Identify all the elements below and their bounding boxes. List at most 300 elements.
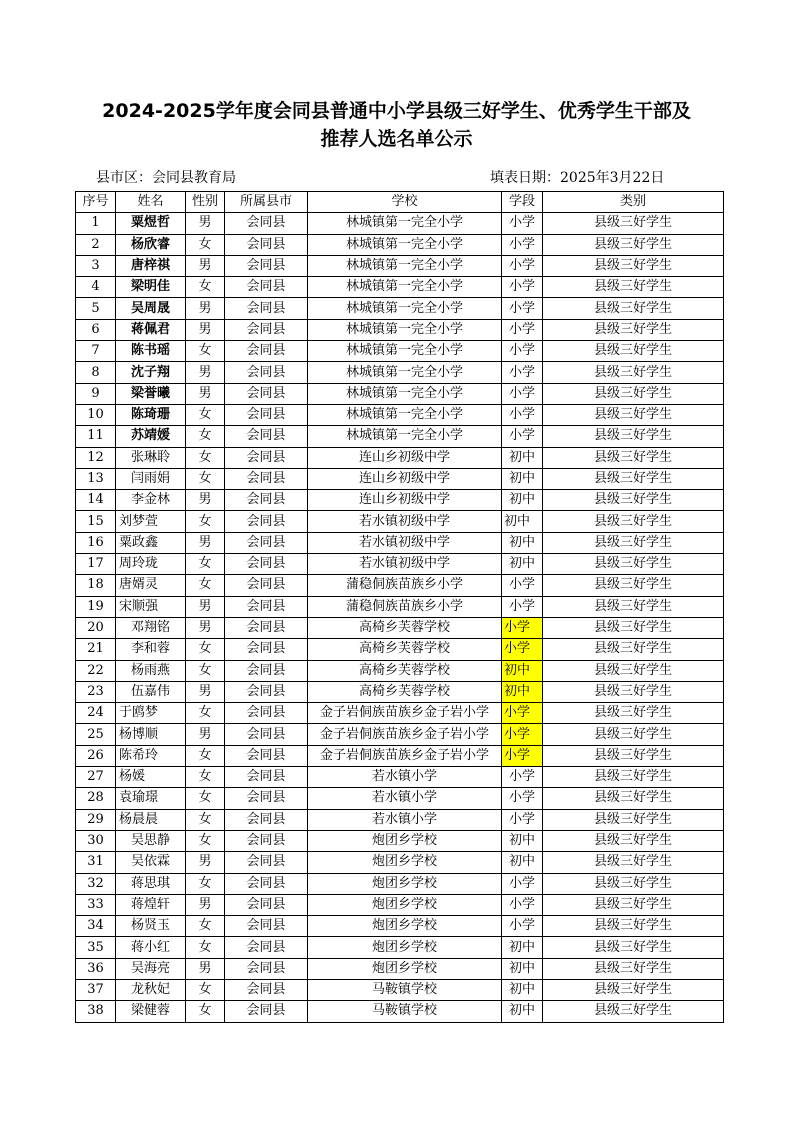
cell-school: 高椅乡芙蓉学校 [308,660,502,681]
cell-name: 杨博顺 [116,724,186,745]
cell-category: 县级三好学生 [543,873,724,894]
cell-name: 袁瑜璟 [116,788,186,809]
cell-sex: 女 [186,830,225,851]
cell-sex: 女 [186,447,225,468]
cell-county: 会同县 [225,404,308,425]
cell-number: 24 [76,703,116,724]
table-row [76,490,724,511]
cell-name: 梁明佳 [116,277,186,298]
cell-category: 县级三好学生 [543,298,724,319]
cell-name: 杨雨燕 [116,660,186,681]
table-row [76,852,724,873]
cell-school: 若水镇初级中学 [308,554,502,575]
cell-sex: 男 [186,617,225,638]
cell-category: 县级三好学生 [543,852,724,873]
cell-number: 21 [76,639,116,660]
table-row [76,554,724,575]
table-row [76,404,724,425]
cell-sex: 男 [186,894,225,915]
cell-category: 县级三好学生 [543,937,724,958]
cell-number: 20 [76,617,116,638]
table-row [76,894,724,915]
cell-sex: 女 [186,1001,225,1022]
cell-number: 11 [76,426,116,447]
cell-stage: 小学 [502,745,543,766]
header-number: 序号 [76,192,116,213]
cell-stage: 初中 [502,1001,543,1022]
cell-school: 炮团乡学校 [308,894,502,915]
cell-category: 县级三好学生 [543,916,724,937]
table-row [76,255,724,276]
table-row [76,958,724,979]
cell-category: 县级三好学生 [543,213,724,234]
cell-sex: 女 [186,788,225,809]
cell-name: 蒋小红 [116,937,186,958]
cell-school: 林城镇第一完全小学 [308,426,502,447]
cell-stage: 小学 [502,724,543,745]
table-row [76,830,724,851]
cell-name: 蒋思琪 [116,873,186,894]
cell-number: 9 [76,383,116,404]
cell-county: 会同县 [225,830,308,851]
table-row [76,596,724,617]
cell-school: 蒲稳侗族苗族乡小学 [308,596,502,617]
student-table [75,191,724,1023]
fill-date-label: 填表日期：2025年3月22日 [490,170,665,186]
cell-school: 马鞍镇学校 [308,979,502,1000]
cell-number: 5 [76,298,116,319]
cell-category: 县级三好学生 [543,745,724,766]
cell-name: 李和蓉 [116,639,186,660]
cell-name: 陈希玲 [116,745,186,766]
title-line-1: 2024-2025学年度会同县普通中小学县级三好学生、优秀学生干部及 [102,100,691,122]
cell-number: 12 [76,447,116,468]
page-title [0,97,793,153]
cell-school: 若水镇初级中学 [308,511,502,532]
cell-name: 吴依霖 [116,852,186,873]
cell-number: 29 [76,809,116,830]
cell-name: 蒋佩君 [116,319,186,340]
cell-stage: 小学 [502,894,543,915]
cell-number: 15 [76,511,116,532]
cell-number: 8 [76,362,116,383]
cell-name: 杨媛 [116,767,186,788]
table-row [76,873,724,894]
cell-school: 炮团乡学校 [308,958,502,979]
cell-stage: 小学 [502,298,543,319]
cell-sex: 女 [186,937,225,958]
cell-school: 金子岩侗族苗族乡金子岩小学 [308,745,502,766]
cell-category: 县级三好学生 [543,681,724,702]
table-row [76,383,724,404]
cell-stage: 初中 [502,490,543,511]
cell-number: 28 [76,788,116,809]
cell-stage: 小学 [502,575,543,596]
cell-sex: 女 [186,277,225,298]
table-row [76,660,724,681]
cell-county: 会同县 [225,575,308,596]
cell-school: 林城镇第一完全小学 [308,341,502,362]
cell-county: 会同县 [225,341,308,362]
cell-school: 林城镇第一完全小学 [308,234,502,255]
cell-sex: 男 [186,383,225,404]
cell-number: 30 [76,830,116,851]
table-row [76,575,724,596]
cell-sex: 女 [186,234,225,255]
cell-name: 陈书瑶 [116,341,186,362]
cell-stage: 小学 [502,383,543,404]
cell-county: 会同县 [225,255,308,276]
cell-county: 会同县 [225,745,308,766]
cell-sex: 女 [186,703,225,724]
cell-stage: 小学 [502,362,543,383]
cell-name: 龙秋妃 [116,979,186,1000]
table-row [76,788,724,809]
cell-sex: 女 [186,916,225,937]
cell-name: 唐婿灵 [116,575,186,596]
cell-category: 县级三好学生 [543,383,724,404]
cell-category: 县级三好学生 [543,1001,724,1022]
cell-stage: 小学 [502,234,543,255]
cell-number: 18 [76,575,116,596]
cell-category: 县级三好学生 [543,979,724,1000]
table-row [76,298,724,319]
cell-school: 林城镇第一完全小学 [308,277,502,298]
cell-name: 粟煜哲 [116,213,186,234]
cell-name: 刘梦萱 [116,511,186,532]
cell-sex: 男 [186,724,225,745]
cell-stage: 小学 [502,617,543,638]
cell-sex: 男 [186,490,225,511]
cell-name: 吴思静 [116,830,186,851]
cell-county: 会同县 [225,681,308,702]
cell-category: 县级三好学生 [543,596,724,617]
cell-county: 会同县 [225,724,308,745]
cell-sex: 女 [186,639,225,660]
header-name: 姓名 [116,192,186,213]
cell-county: 会同县 [225,319,308,340]
cell-number: 16 [76,532,116,553]
cell-name: 蒋煌轩 [116,894,186,915]
cell-stage: 小学 [502,767,543,788]
cell-sex: 男 [186,362,225,383]
cell-stage: 初中 [502,830,543,851]
cell-stage: 小学 [502,916,543,937]
cell-number: 2 [76,234,116,255]
cell-county: 会同县 [225,447,308,468]
table-row [76,511,724,532]
cell-stage: 初中 [502,447,543,468]
table-row [76,447,724,468]
cell-category: 县级三好学生 [543,234,724,255]
cell-county: 会同县 [225,937,308,958]
cell-county: 会同县 [225,532,308,553]
cell-county: 会同县 [225,468,308,489]
cell-sex: 女 [186,426,225,447]
cell-county: 会同县 [225,277,308,298]
table-row [76,809,724,830]
cell-school: 林城镇第一完全小学 [308,362,502,383]
cell-number: 13 [76,468,116,489]
cell-category: 县级三好学生 [543,767,724,788]
table-row [76,617,724,638]
cell-name: 邓翔铭 [116,617,186,638]
cell-name: 伍嘉伟 [116,681,186,702]
cell-school: 若水镇初级中学 [308,532,502,553]
cell-number: 32 [76,873,116,894]
table-row [76,745,724,766]
table-row [76,979,724,1000]
cell-sex: 女 [186,660,225,681]
cell-sex: 男 [186,532,225,553]
cell-name: 杨欣睿 [116,234,186,255]
cell-number: 34 [76,916,116,937]
cell-county: 会同县 [225,894,308,915]
cell-school: 炮团乡学校 [308,830,502,851]
cell-category: 县级三好学生 [543,894,724,915]
cell-county: 会同县 [225,703,308,724]
cell-county: 会同县 [225,298,308,319]
cell-sex: 男 [186,319,225,340]
cell-category: 县级三好学生 [543,830,724,851]
table-row [76,703,724,724]
cell-stage: 小学 [502,426,543,447]
cell-school: 高椅乡芙蓉学校 [308,639,502,660]
cell-category: 县级三好学生 [543,319,724,340]
table-row [76,1001,724,1022]
table-header-row [76,192,724,213]
cell-category: 县级三好学生 [543,809,724,830]
cell-sex: 女 [186,873,225,894]
cell-school: 林城镇第一完全小学 [308,298,502,319]
cell-stage: 小学 [502,341,543,362]
cell-stage: 初中 [502,468,543,489]
cell-school: 连山乡初级中学 [308,447,502,468]
cell-stage: 初中 [502,979,543,1000]
cell-stage: 初中 [502,554,543,575]
cell-number: 3 [76,255,116,276]
cell-category: 县级三好学生 [543,958,724,979]
cell-school: 炮团乡学校 [308,937,502,958]
cell-school: 蒲稳侗族苗族乡小学 [308,575,502,596]
cell-number: 4 [76,277,116,298]
cell-sex: 男 [186,852,225,873]
cell-sex: 女 [186,511,225,532]
cell-county: 会同县 [225,788,308,809]
cell-number: 14 [76,490,116,511]
cell-sex: 男 [186,958,225,979]
table-row [76,468,724,489]
cell-stage: 初中 [502,532,543,553]
cell-sex: 女 [186,979,225,1000]
cell-number: 22 [76,660,116,681]
table-row [76,937,724,958]
cell-category: 县级三好学生 [543,490,724,511]
cell-name: 吴周晟 [116,298,186,319]
cell-name: 梁健蓉 [116,1001,186,1022]
cell-county: 会同县 [225,596,308,617]
cell-number: 36 [76,958,116,979]
cell-school: 若水镇小学 [308,788,502,809]
cell-number: 10 [76,404,116,425]
cell-sex: 女 [186,341,225,362]
table-row [76,767,724,788]
cell-sex: 男 [186,298,225,319]
cell-name: 吴海亮 [116,958,186,979]
cell-number: 7 [76,341,116,362]
cell-stage: 初中 [502,852,543,873]
table-row [76,213,724,234]
cell-school: 若水镇小学 [308,809,502,830]
cell-name: 张琳聆 [116,447,186,468]
cell-school: 金子岩侗族苗族乡金子岩小学 [308,724,502,745]
cell-stage: 初中 [502,937,543,958]
cell-sex: 男 [186,681,225,702]
cell-category: 县级三好学生 [543,788,724,809]
title-line-2: 推荐人选名单公示 [320,128,473,150]
cell-school: 连山乡初级中学 [308,490,502,511]
cell-name: 粟政鑫 [116,532,186,553]
district-label: 县市区：会同县教育局 [96,170,236,186]
cell-number: 6 [76,319,116,340]
cell-number: 23 [76,681,116,702]
cell-school: 高椅乡芙蓉学校 [308,681,502,702]
cell-county: 会同县 [225,234,308,255]
cell-sex: 女 [186,809,225,830]
cell-county: 会同县 [225,426,308,447]
cell-stage: 初中 [502,660,543,681]
cell-stage: 小学 [502,319,543,340]
cell-name: 周玲珑 [116,554,186,575]
cell-category: 县级三好学生 [543,575,724,596]
table-row [76,277,724,298]
cell-county: 会同县 [225,617,308,638]
cell-category: 县级三好学生 [543,703,724,724]
cell-sex: 女 [186,554,225,575]
cell-county: 会同县 [225,852,308,873]
cell-school: 炮团乡学校 [308,916,502,937]
cell-category: 县级三好学生 [543,447,724,468]
cell-category: 县级三好学生 [543,511,724,532]
cell-school: 林城镇第一完全小学 [308,255,502,276]
cell-stage: 小学 [502,255,543,276]
cell-county: 会同县 [225,554,308,575]
cell-sex: 男 [186,596,225,617]
table-row [76,681,724,702]
cell-name: 杨贤玉 [116,916,186,937]
cell-name: 唐梓祺 [116,255,186,276]
cell-county: 会同县 [225,809,308,830]
cell-school: 马鞍镇学校 [308,1001,502,1022]
cell-county: 会同县 [225,660,308,681]
cell-school: 林城镇第一完全小学 [308,319,502,340]
cell-stage: 初中 [502,681,543,702]
header-school: 学校 [308,192,502,213]
cell-number: 33 [76,894,116,915]
cell-category: 县级三好学生 [543,639,724,660]
table-row [76,639,724,660]
cell-name: 苏靖媛 [116,426,186,447]
cell-category: 县级三好学生 [543,532,724,553]
cell-stage: 小学 [502,639,543,660]
cell-name: 沈子翔 [116,362,186,383]
cell-category: 县级三好学生 [543,554,724,575]
table-row [76,362,724,383]
cell-county: 会同县 [225,362,308,383]
cell-county: 会同县 [225,916,308,937]
cell-number: 25 [76,724,116,745]
cell-county: 会同县 [225,767,308,788]
cell-school: 林城镇第一完全小学 [308,404,502,425]
cell-sex: 女 [186,745,225,766]
cell-sex: 女 [186,575,225,596]
table-row [76,532,724,553]
cell-stage: 小学 [502,809,543,830]
cell-school: 若水镇小学 [308,767,502,788]
header-sex: 性别 [186,192,225,213]
cell-school: 连山乡初级中学 [308,468,502,489]
cell-number: 37 [76,979,116,1000]
header-county: 所属县市 [225,192,308,213]
cell-number: 17 [76,554,116,575]
cell-stage: 初中 [502,958,543,979]
cell-category: 县级三好学生 [543,341,724,362]
cell-sex: 女 [186,767,225,788]
cell-county: 会同县 [225,873,308,894]
cell-number: 27 [76,767,116,788]
table-row [76,341,724,362]
cell-sex: 男 [186,255,225,276]
cell-sex: 男 [186,213,225,234]
cell-name: 陈琦珊 [116,404,186,425]
cell-school: 林城镇第一完全小学 [308,383,502,404]
cell-category: 县级三好学生 [543,277,724,298]
cell-county: 会同县 [225,383,308,404]
cell-name: 李金林 [116,490,186,511]
cell-stage: 小学 [502,703,543,724]
cell-county: 会同县 [225,1001,308,1022]
cell-school: 林城镇第一完全小学 [308,213,502,234]
header-stage: 学段 [502,192,543,213]
cell-name: 于鸥梦 [116,703,186,724]
cell-number: 19 [76,596,116,617]
cell-stage: 小学 [502,873,543,894]
table-row [76,426,724,447]
cell-stage: 小学 [502,596,543,617]
cell-category: 县级三好学生 [543,724,724,745]
cell-county: 会同县 [225,213,308,234]
table-row [76,234,724,255]
table-row [76,916,724,937]
cell-category: 县级三好学生 [543,404,724,425]
cell-name: 闫雨娟 [116,468,186,489]
cell-category: 县级三好学生 [543,468,724,489]
cell-sex: 女 [186,468,225,489]
cell-stage: 小学 [502,277,543,298]
cell-category: 县级三好学生 [543,660,724,681]
cell-stage: 小学 [502,213,543,234]
cell-number: 35 [76,937,116,958]
cell-name: 梁誉曦 [116,383,186,404]
header-category: 类别 [543,192,724,213]
cell-county: 会同县 [225,490,308,511]
cell-sex: 女 [186,404,225,425]
cell-name: 杨晨晨 [116,809,186,830]
cell-number: 38 [76,1001,116,1022]
cell-category: 县级三好学生 [543,255,724,276]
cell-name: 宋顺强 [116,596,186,617]
cell-category: 县级三好学生 [543,362,724,383]
